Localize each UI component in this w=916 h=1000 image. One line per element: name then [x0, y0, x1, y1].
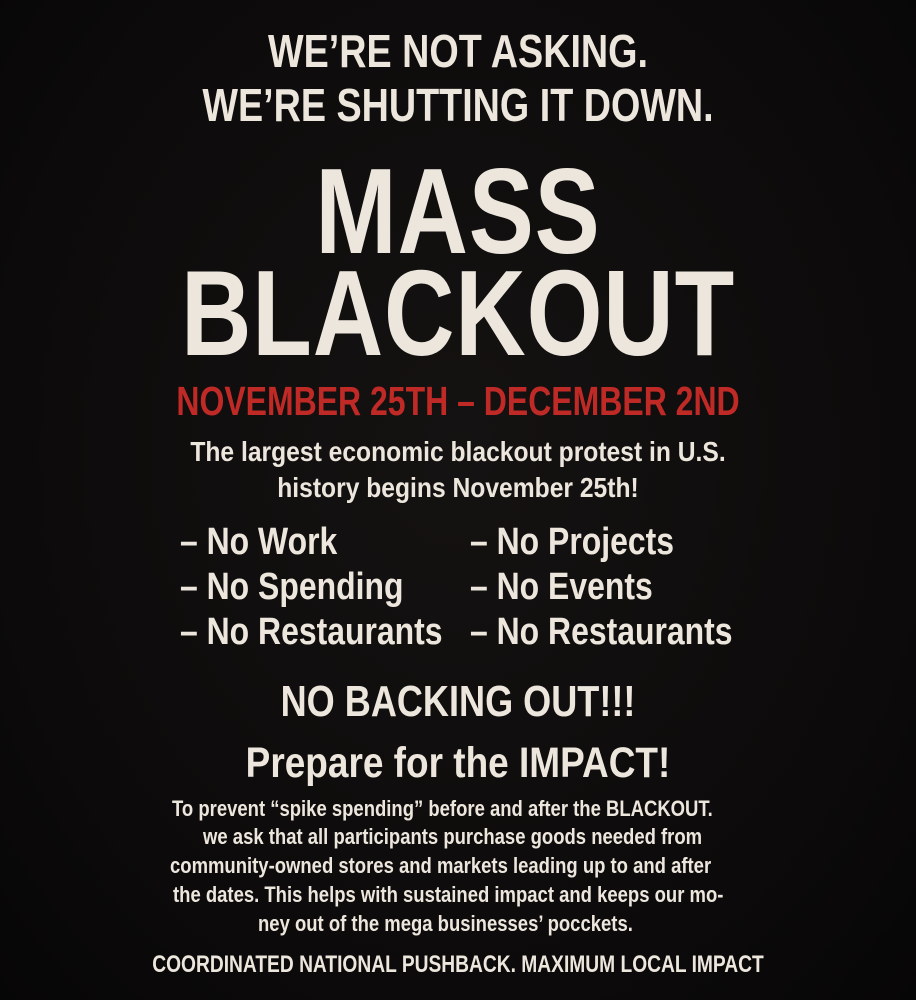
- date-range: NOVEMBER 25TH – DECEMBER 2ND: [176, 378, 740, 424]
- prepare-impact: Prepare for the IMPACT!: [245, 739, 671, 787]
- title-blackout: BLACKOUT: [181, 245, 735, 381]
- body-line-5: ney out of the mega businesses’ pocckets.: [258, 911, 633, 936]
- intro-line-2: history begins November 25th!: [277, 472, 639, 503]
- no-backing-out: NO BACKING OUT!!!: [280, 677, 636, 726]
- intro-line-1: The largest economic blackout protest in U.S.: [190, 436, 726, 467]
- title-mass: MASS: [315, 143, 601, 279]
- footer-slogan: COORDINATED NATIONAL PUSHBACK. MAXIMUM LOCAL IMPACT: [152, 951, 764, 978]
- body-line-4: the dates. This helps with sustained impact and keeps our mo-: [173, 882, 724, 907]
- headline-line-1: WE’RE NOT ASKING.: [267, 25, 648, 77]
- demand-no-projects: – No Projects: [470, 521, 675, 563]
- demand-no-restaurants-right: – No Restaurants: [470, 611, 733, 653]
- body-line-2: we ask that all participants purchase goods needed from: [203, 824, 703, 849]
- demand-no-events: – No Events: [470, 566, 653, 608]
- body-line-1: To prevent “spike spending” before and after the BLACKOUT.: [172, 796, 713, 821]
- demand-no-work: – No Work: [180, 521, 338, 563]
- demand-no-spending: – No Spending: [180, 566, 404, 608]
- body-line-3: community-owned stores and markets leading up to and after: [170, 853, 712, 878]
- headline-line-2: WE’RE SHUTTING IT DOWN.: [202, 79, 714, 131]
- demand-no-restaurants-left: – No Restaurants: [180, 611, 443, 653]
